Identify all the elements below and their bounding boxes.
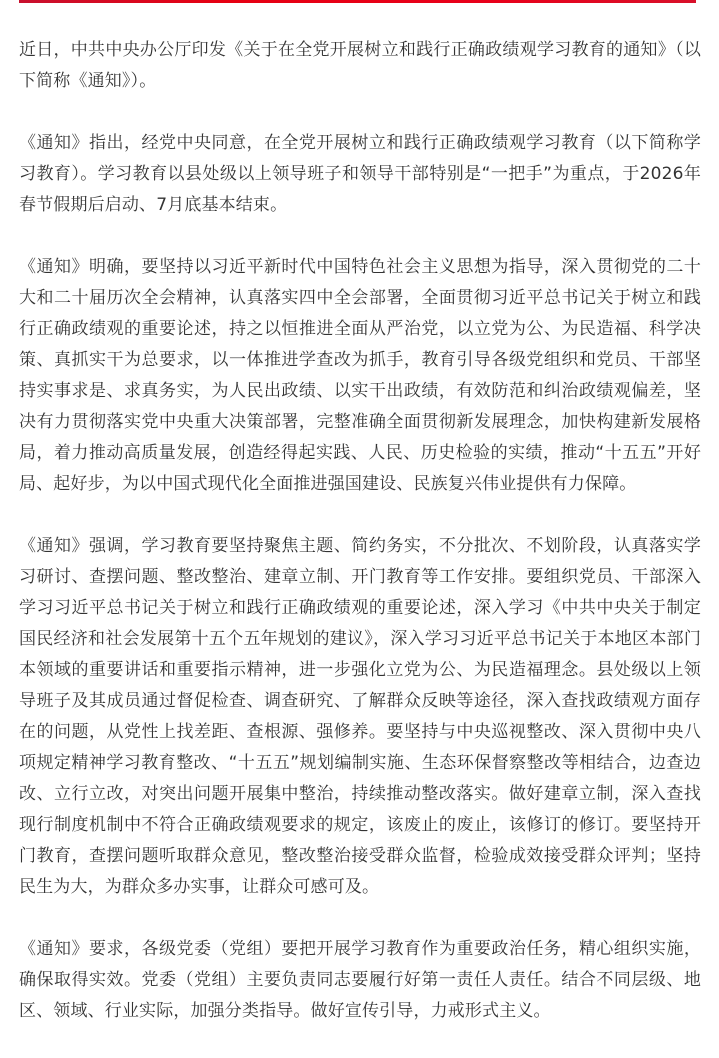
paragraph-emphasis: 《通知》强调，学习教育要坚持聚焦主题、简约务实，不分批次、不划阶段，认真落实学习研讨、查摆问题、整改整治、建章立制、开门教育等工作安排。要组织党员、干部深入学习习近平总书记关于树立和践行正确政绩观的重要论述，深入学习《中共中央关于制定国民经济和社会发展第十五个五年规划的建议》，深入学习习近平总书记关于本地区本部门本领域的重要讲话和重要指示精神，进一步强化立党为公、为民造福理念。县处级以上领导班子及其成员通过督促检查、调查研究、了解群众反映等途径，深入查找政绩观方面存在的问题，从党性上找差距、查根源、强修养。要坚持与中央巡视整改、深入贯彻中央八项规定精神学习教育整改、“十五五”规划编制实施、生态环保督察整改等相结合，边查边改、立行立改，对突出问题开展集中整治，持续推动整改落实。做好建章立制，深入查找现行制度机制中不符合正确政绩观要求的规定，该废止的废止，该修订的修订。要坚持开门教育，查摆问题听取群众意见，整改整治接受群众监督，检验成效接受群众评判；坚持民生为大，为群众多办实事，让群众可感可及。 xyxy=(19,536,701,897)
paragraph-requirements: 《通知》要求，各级党委（党组）要把开展学习教育作为重要政治任务，精心组织实施，确保取得实效。党委（党组）主要负责同志要履行好第一责任人责任。结合不同层级、地区、领域、行业实际，加强分类指导。做好宣传引导，力戒形式主义。 xyxy=(19,939,701,1021)
top-accent-bar xyxy=(19,0,696,3)
paragraph-intro: 近日，中共中央办公厅印发《关于在全党开展树立和践行正确政绩观学习教育的通知》（以下简称《通知》）。 xyxy=(19,40,701,91)
article-body xyxy=(19,35,701,1058)
paragraph-scope: 《通知》指出，经党中央同意，在全党开展树立和践行正确政绩观学习教育（以下简称学习教育）。学习教育以县处级以上领导班子和领导干部特别是“一把手”为重点，于2026年春节假期后启动、7月底基本结束。 xyxy=(19,133,701,215)
paragraph-guidance: 《通知》明确，要坚持以习近平新时代中国特色社会主义思想为指导，深入贯彻党的二十大和二十届历次全会精神，认真落实四中全会部署，全面贯彻习近平总书记关于树立和践行正确政绩观的重要论述，持之以恒推进全面从严治党，以立党为公、为民造福、科学决策、真抓实干为总要求，以一体推进学查改为抓手，教育引导各级党组织和党员、干部坚持实事求是、求真务实，为人民出政绩、以实干出政绩，有效防范和纠治政绩观偏差，坚决有力贯彻落实党中央重大决策部署，完整准确全面贯彻新发展理念，加快构建新发展格局，着力推动高质量发展，创造经得起实践、人民、历史检验的实绩，推动“十五五”开好局、起好步，为以中国式现代化全面推进强国建设、民族复兴伟业提供有力保障。 xyxy=(19,257,701,494)
